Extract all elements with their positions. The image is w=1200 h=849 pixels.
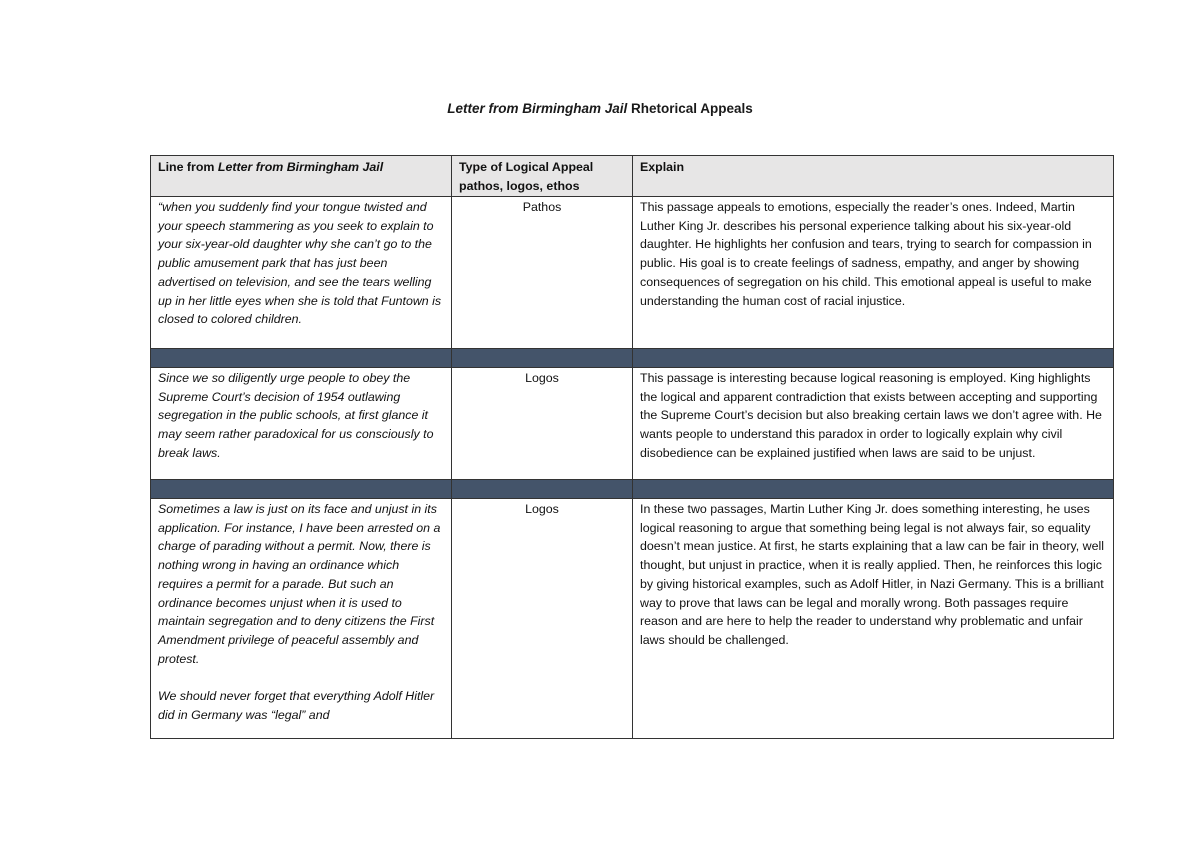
separator-cell bbox=[633, 349, 1114, 368]
appeal-type-cell: Logos bbox=[452, 499, 633, 739]
explain-cell: In these two passages, Martin Luther King Jr. does something interesting, he uses logical reasoning to argue that something being legal is not always fair, so equality doesn’t mean justice. At first, he starts explaining that a law can be fair in theory, well thought, but unjust in practice, when it is really applied. Then, he reinforces this logic by giving historical examples, such as Adolf Hitler, in Nazi Germany. This is a brilliant way to prove that laws can be legal and morally wrong. Both passages require reason and are here to help the reader to understand why problematic and unfair laws should be challenged. bbox=[633, 499, 1114, 739]
rhetorical-appeals-table bbox=[150, 155, 1114, 739]
table-row bbox=[151, 499, 1114, 739]
explain-cell: This passage appeals to emotions, especially the reader’s ones. Indeed, Martin Luther King Jr. describes his personal experience talking about his six-year-old daughter. He highlights her confusion and tears, trying to search for compassion in public. His goal is to create feelings of sadness, empathy, and anger by showing consequences of segregation on his child. This emotional appeal is useful to make understanding the human cost of racial injustice. bbox=[633, 197, 1114, 349]
explain-cell: This passage is interesting because logical reasoning is employed. King highlights the logical and apparent contradiction that exists between accepting and supporting the Supreme Court’s decision but also breaking certain laws we don’t agree with. He wants people to understand this paradox in order to logically explain why civil disobedience can be explained justified when laws are said to be unjust. bbox=[633, 368, 1114, 480]
quote-cell bbox=[151, 499, 452, 739]
appeal-type-cell: Pathos bbox=[452, 197, 633, 349]
quote-part-2: We should never forget that everything Adolf Hitler did in Germany was “legal” and bbox=[158, 689, 435, 722]
table-row bbox=[151, 197, 1114, 349]
title-rest: Rhetorical Appeals bbox=[627, 101, 753, 116]
separator-row bbox=[151, 480, 1114, 499]
header-explain: Explain bbox=[633, 156, 1114, 197]
table-header-row bbox=[151, 156, 1114, 197]
header-type bbox=[452, 156, 633, 197]
quote-cell: Since we so diligently urge people to obey the Supreme Court’s decision of 1954 outlawing segregation in the public schools, at first glance it may seem rather paradoxical for us consciously to break laws. bbox=[151, 368, 452, 480]
header-line-from bbox=[151, 156, 452, 197]
separator-cell bbox=[452, 349, 633, 368]
header-type-line2: pathos, logos, ethos bbox=[459, 178, 580, 193]
separator-cell bbox=[151, 480, 452, 499]
appeal-type-cell: Logos bbox=[452, 368, 633, 480]
title-italic: Letter from Birmingham Jail bbox=[447, 101, 628, 116]
separator-cell bbox=[452, 480, 633, 499]
paragraph-gap bbox=[158, 668, 444, 687]
quote-part-1: Sometimes a law is just on its face and unjust in its application. For instance, I have been arrested on a charge of parading without a permit. Now, there is nothing wrong in having an ordinance which requires a permit for a parade. But such an ordinance becomes unjust when it is used to maintain segregation and to deny citizens the First Amendment privilege of peaceful assembly and protest. bbox=[158, 502, 441, 666]
header-line-italic: Letter from Birmingham Jail bbox=[217, 160, 384, 174]
quote-cell: “when you suddenly find your tongue twisted and your speech stammering as you seek to explain to your six-year-old daughter why she can’t go to the public amusement park that has just been advertised on television, and see the tears welling up in her little eyes when she is told that Funtown is closed to colored children. bbox=[151, 197, 452, 349]
page-title bbox=[0, 101, 1200, 116]
table-row bbox=[151, 368, 1114, 480]
header-line-prefix: Line from bbox=[158, 160, 218, 174]
separator-row bbox=[151, 349, 1114, 368]
separator-cell bbox=[633, 480, 1114, 499]
separator-cell bbox=[151, 349, 452, 368]
header-type-line1: Type of Logical Appeal bbox=[459, 160, 594, 174]
